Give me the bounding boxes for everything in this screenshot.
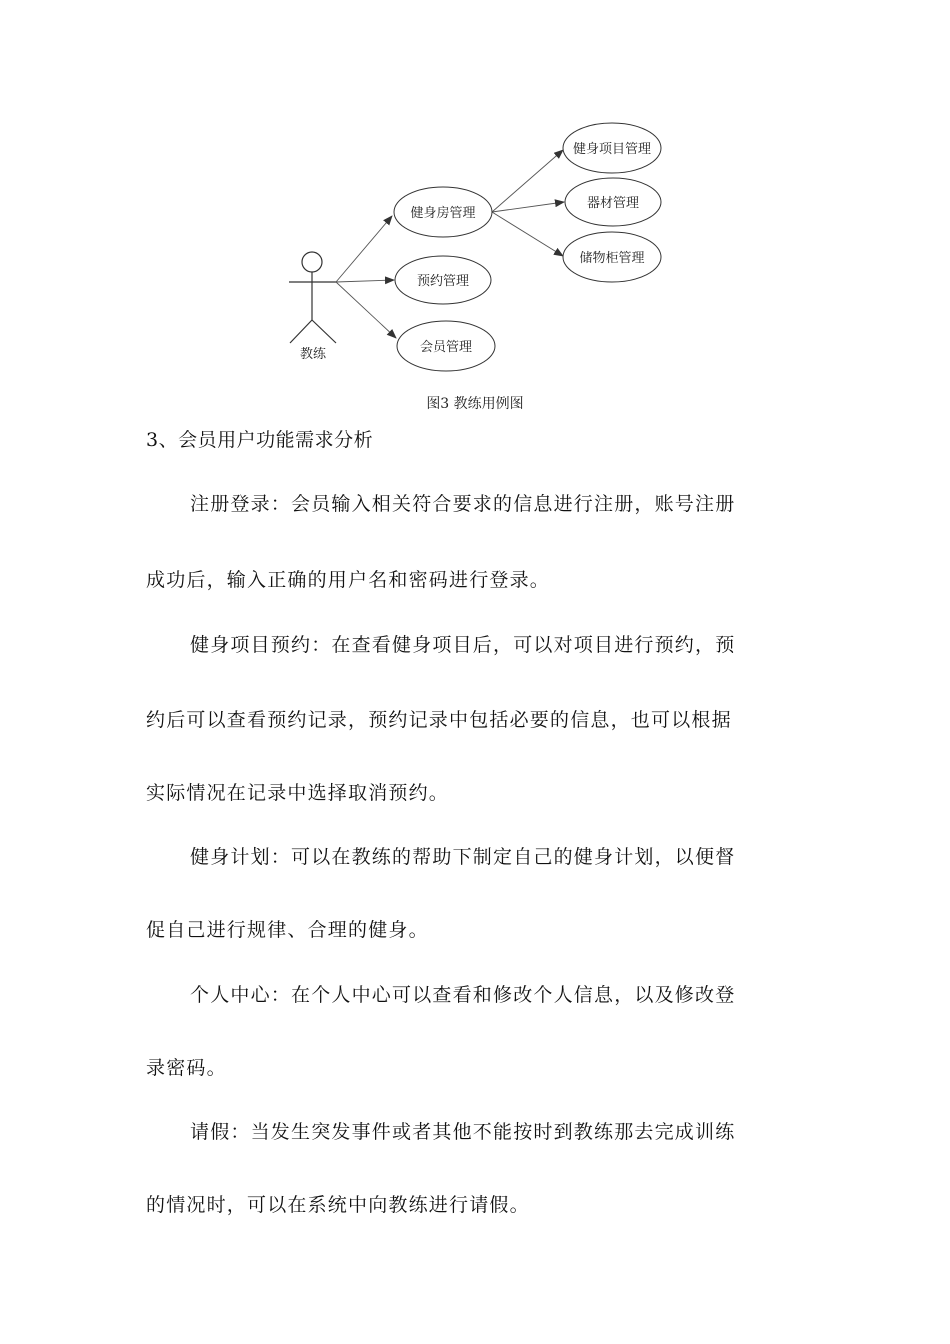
use-case-booking-management-label: 预约管理 [416, 274, 470, 289]
use-case-member-management [397, 321, 495, 371]
use-case-locker-management [563, 232, 661, 282]
use-case-fitness-project-management [563, 123, 661, 173]
actor-figure [289, 252, 336, 343]
paragraph-line: 健身项目预约：在查看健身项目后，可以对项目进行预约，预 [190, 634, 736, 656]
paragraph-line: 请假：当发生突发事件或者其他不能按时到教练那去完成训练 [190, 1121, 736, 1143]
paragraph-line: 的情况时，可以在系统中向教练进行请假。 [146, 1194, 530, 1216]
use-case-equipment-management-label: 器材管理 [586, 196, 640, 211]
gym-management-associations [492, 150, 564, 256]
section-heading: 3、会员用户功能需求分析 [146, 429, 374, 451]
use-case-fitness-project-management-label: 健身项目管理 [572, 142, 652, 157]
paragraph-line: 成功后，输入正确的用户名和密码进行登录。 [146, 569, 551, 591]
paragraph-line: 实际情况在记录中选择取消预约。 [146, 782, 450, 804]
figure-caption: 图3 教练用例图 [426, 396, 524, 412]
paragraph-line: 促自己进行规律、合理的健身。 [146, 919, 429, 941]
paragraph-line: 注册登录：会员输入相关符合要求的信息进行注册，账号注册 [190, 493, 736, 515]
paragraph-line: 个人中心：在个人中心可以查看和修改个人信息，以及修改登 [190, 984, 736, 1006]
actor-label: 教练 [299, 347, 327, 362]
use-case-diagram [0, 0, 950, 420]
use-case-gym-management [394, 187, 492, 237]
paragraph-line: 健身计划：可以在教练的帮助下制定自己的健身计划，以便督 [190, 846, 736, 868]
actor-associations [336, 216, 396, 338]
paragraph-line: 约后可以查看预约记录，预约记录中包括必要的信息，也可以根据 [146, 709, 732, 731]
use-case-booking-management [395, 256, 491, 304]
paragraph-line: 录密码。 [146, 1057, 227, 1079]
use-case-gym-management-label: 健身房管理 [410, 206, 476, 221]
use-case-equipment-management [565, 178, 661, 226]
use-case-locker-management-label: 储物柜管理 [579, 251, 645, 266]
use-case-member-management-label: 会员管理 [419, 340, 473, 355]
